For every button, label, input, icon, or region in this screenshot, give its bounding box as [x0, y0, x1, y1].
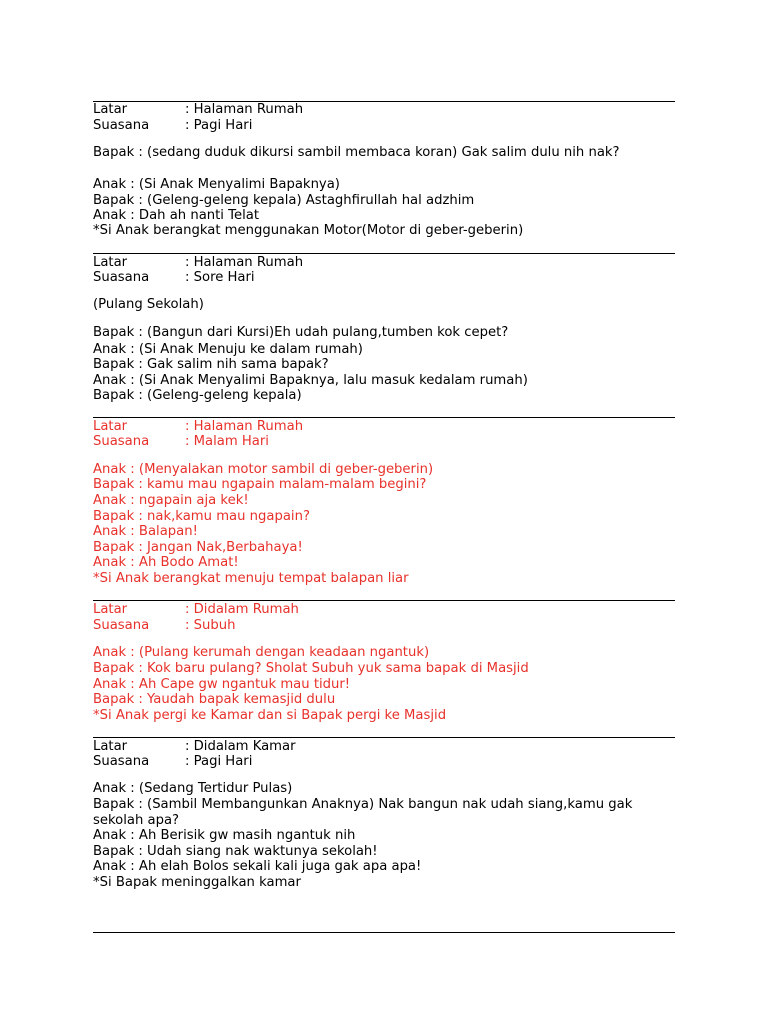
dialogue-line: Anak : Ah Berisik gw masih ngantuk nih: [93, 828, 356, 843]
divider-line: [93, 253, 675, 254]
latar-label: Latar: [93, 739, 128, 754]
latar-row: [93, 602, 683, 618]
dialogue-line: Anak : (Sedang Tertidur Pulas): [93, 781, 293, 796]
dialogue-line: Anak : Balapan!: [93, 524, 198, 539]
suasana-label: Suasana: [93, 434, 150, 449]
dialogue-line: Anak : (Menyalakan motor sambil di geber-geberin): [93, 462, 434, 477]
dialogue-line: Bapak : nak,kamu mau ngapain?: [93, 509, 310, 524]
suasana-label: Suasana: [93, 118, 150, 133]
dialogue-line: Anak : Dah ah nanti Telat: [93, 208, 260, 223]
dialogue-line: Anak : (Pulang kerumah dengan keadaan ngantuk): [93, 645, 430, 660]
dialogue-line: Anak : (Si Anak Menyalimi Bapaknya): [93, 177, 340, 192]
suasana-label: Suasana: [93, 754, 150, 769]
dialogue-line: Anak : (Si Anak Menyalimi Bapaknya, lalu masuk kedalam rumah): [93, 373, 528, 388]
latar-label: Latar: [93, 255, 128, 270]
suasana-value: : Pagi Hari: [185, 754, 253, 769]
dialogue-line: Bapak : (Bangun dari Kursi)Eh udah pulang,tumben kok cepet?: [93, 325, 509, 340]
divider-line: [93, 600, 675, 601]
dialogue-line: Bapak : Udah siang nak waktunya sekolah!: [93, 844, 378, 859]
dialogue-line: Bapak : (Geleng-geleng kepala): [93, 388, 302, 403]
latar-value: : Didalam Rumah: [185, 602, 299, 617]
latar-row: [93, 419, 683, 435]
stage-direction: *Si Anak pergi ke Kamar dan si Bapak pergi ke Masjid: [93, 708, 447, 723]
latar-row: [93, 739, 683, 755]
suasana-value: : Pagi Hari: [185, 118, 253, 133]
latar-row: [93, 255, 683, 271]
dialogue-line: Bapak : Gak salim nih sama bapak?: [93, 357, 329, 372]
suasana-row: [93, 434, 683, 450]
dialogue-line: Bapak : Yaudah bapak kemasjid dulu: [93, 692, 336, 707]
suasana-row: [93, 118, 683, 134]
dialogue-line: Bapak : (sedang duduk dikursi sambil membaca koran) Gak salim dulu nih nak?: [93, 145, 620, 160]
dialogue-line: Bapak : Kok baru pulang? Sholat Subuh yuk sama bapak di Masjid: [93, 661, 529, 676]
dialogue-line: Anak : Ah Cape gw ngantuk mau tidur!: [93, 677, 351, 692]
dialogue-line: Anak : ngapain aja kek!: [93, 493, 249, 508]
dialogue-line: Bapak : (Sambil Membangunkan Anaknya) Nak bangun nak udah siang,kamu gak sekolah apa?: [93, 797, 633, 828]
dialogue-line: Anak : Ah elah Bolos sekali kali juga gak apa apa!: [93, 859, 422, 874]
latar-row: [93, 102, 683, 118]
latar-label: Latar: [93, 419, 128, 434]
divider-line: [93, 417, 675, 418]
stage-direction: *Si Anak berangkat menuju tempat balapan liar: [93, 571, 409, 586]
dialogue-line: Bapak : kamu mau ngapain malam-malam begini?: [93, 477, 427, 492]
dialogue-line: Bapak : Jangan Nak,Berbahaya!: [93, 540, 303, 555]
suasana-value: : Sore Hari: [185, 270, 255, 285]
suasana-row: [93, 618, 683, 634]
suasana-row: [93, 270, 683, 286]
divider-line: [93, 932, 675, 933]
latar-value: : Didalam Kamar: [185, 739, 296, 754]
dialogue-line: Anak : (Si Anak Menuju ke dalam rumah): [93, 342, 363, 357]
scene-note: (Pulang Sekolah): [93, 297, 204, 312]
suasana-label: Suasana: [93, 618, 150, 633]
dialogue-line: Bapak : (Geleng-geleng kepala) Astaghfirullah hal adzhim: [93, 193, 475, 208]
suasana-value: : Subuh: [185, 618, 236, 633]
suasana-value: : Malam Hari: [185, 434, 269, 449]
divider-line: [93, 737, 675, 738]
stage-direction: *Si Bapak meninggalkan kamar: [93, 875, 301, 890]
latar-value: : Halaman Rumah: [185, 102, 304, 117]
dialogue-line: Anak : Ah Bodo Amat!: [93, 555, 239, 570]
suasana-label: Suasana: [93, 270, 150, 285]
latar-value: : Halaman Rumah: [185, 419, 304, 434]
suasana-row: [93, 754, 683, 770]
latar-value: : Halaman Rumah: [185, 255, 304, 270]
stage-direction: *Si Anak berangkat menggunakan Motor(Motor di geber-geberin): [93, 223, 524, 238]
latar-label: Latar: [93, 602, 128, 617]
latar-label: Latar: [93, 102, 128, 117]
